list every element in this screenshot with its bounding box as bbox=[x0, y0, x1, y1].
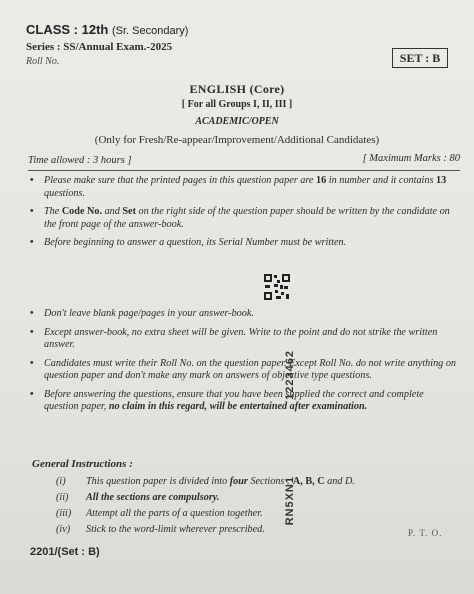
list-item: • The Code No. and Set on the right side of the question paper should be written by the candidate on the front page of the answer-book. bbox=[30, 206, 450, 230]
time-allowed: Time allowed : 3 hours ] bbox=[28, 155, 132, 166]
set-box: SET : B bbox=[392, 48, 448, 68]
roll-no-label: Roll No. bbox=[26, 56, 60, 67]
list-item: • Before answering the questions, ensure that you have been supplied the correct and complete question paper, no claim in this regard, will be entertained after examination. bbox=[30, 388, 424, 412]
general-instructions-heading: General Instructions : bbox=[32, 458, 133, 470]
paper-code: 2201/(Set : B) bbox=[30, 546, 100, 558]
groups-line: [ For all Groups I, II, III ] bbox=[181, 99, 293, 110]
vertical-serial-code: 1223462 bbox=[284, 350, 296, 400]
general-instructions-list bbox=[56, 475, 416, 539]
subject-title: ENGLISH (Core) bbox=[189, 82, 285, 96]
vertical-serial-code-2: RN5XN1 bbox=[284, 476, 296, 526]
pto-label: P. T. O. bbox=[408, 528, 443, 538]
max-marks: [ Maximum Marks : 80 bbox=[362, 153, 460, 164]
academic-line: ACADEMIC/OPEN bbox=[195, 116, 279, 127]
candidates-line: (Only for Fresh/Re-appear/Improvement/Additional Candidates) bbox=[94, 134, 380, 146]
bottom-instructions bbox=[30, 308, 460, 420]
time-marks-line bbox=[28, 152, 460, 171]
list-item: • Candidates must write their Roll No. on the question paper. Except Roll No. do not write anything on question paper and don't make any mark on answers of objective type questions. bbox=[30, 357, 457, 381]
list-item: • Please make sure that the printed pages in this question paper are 16 in number and it contains 13 questions. bbox=[30, 175, 447, 199]
class-heading: CLASS : 12th (Sr. Secondary) bbox=[26, 22, 189, 37]
list-item: • Except answer-book, no extra sheet will be given. Write to the point and do not strike the written answer. bbox=[30, 326, 438, 350]
list-item: (ii) All the sections are compulsory. bbox=[56, 492, 220, 503]
series-line: Series : SS/Annual Exam.-2025 bbox=[26, 41, 173, 53]
qr-code-icon bbox=[262, 272, 292, 302]
list-item: (iii) Attempt all the parts of a question together. bbox=[56, 508, 263, 519]
list-item: • Don't leave blank page/pages in your answer-book. bbox=[30, 308, 254, 319]
list-item: (i) This question paper is divided into four Sections : A, B, C and D. bbox=[56, 476, 355, 487]
list-item: (iv) Stick to the word-limit wherever prescribed. bbox=[56, 524, 265, 535]
list-item: • Before beginning to answer a question, its Serial Number must be written. bbox=[30, 237, 347, 248]
top-instructions bbox=[30, 175, 460, 256]
